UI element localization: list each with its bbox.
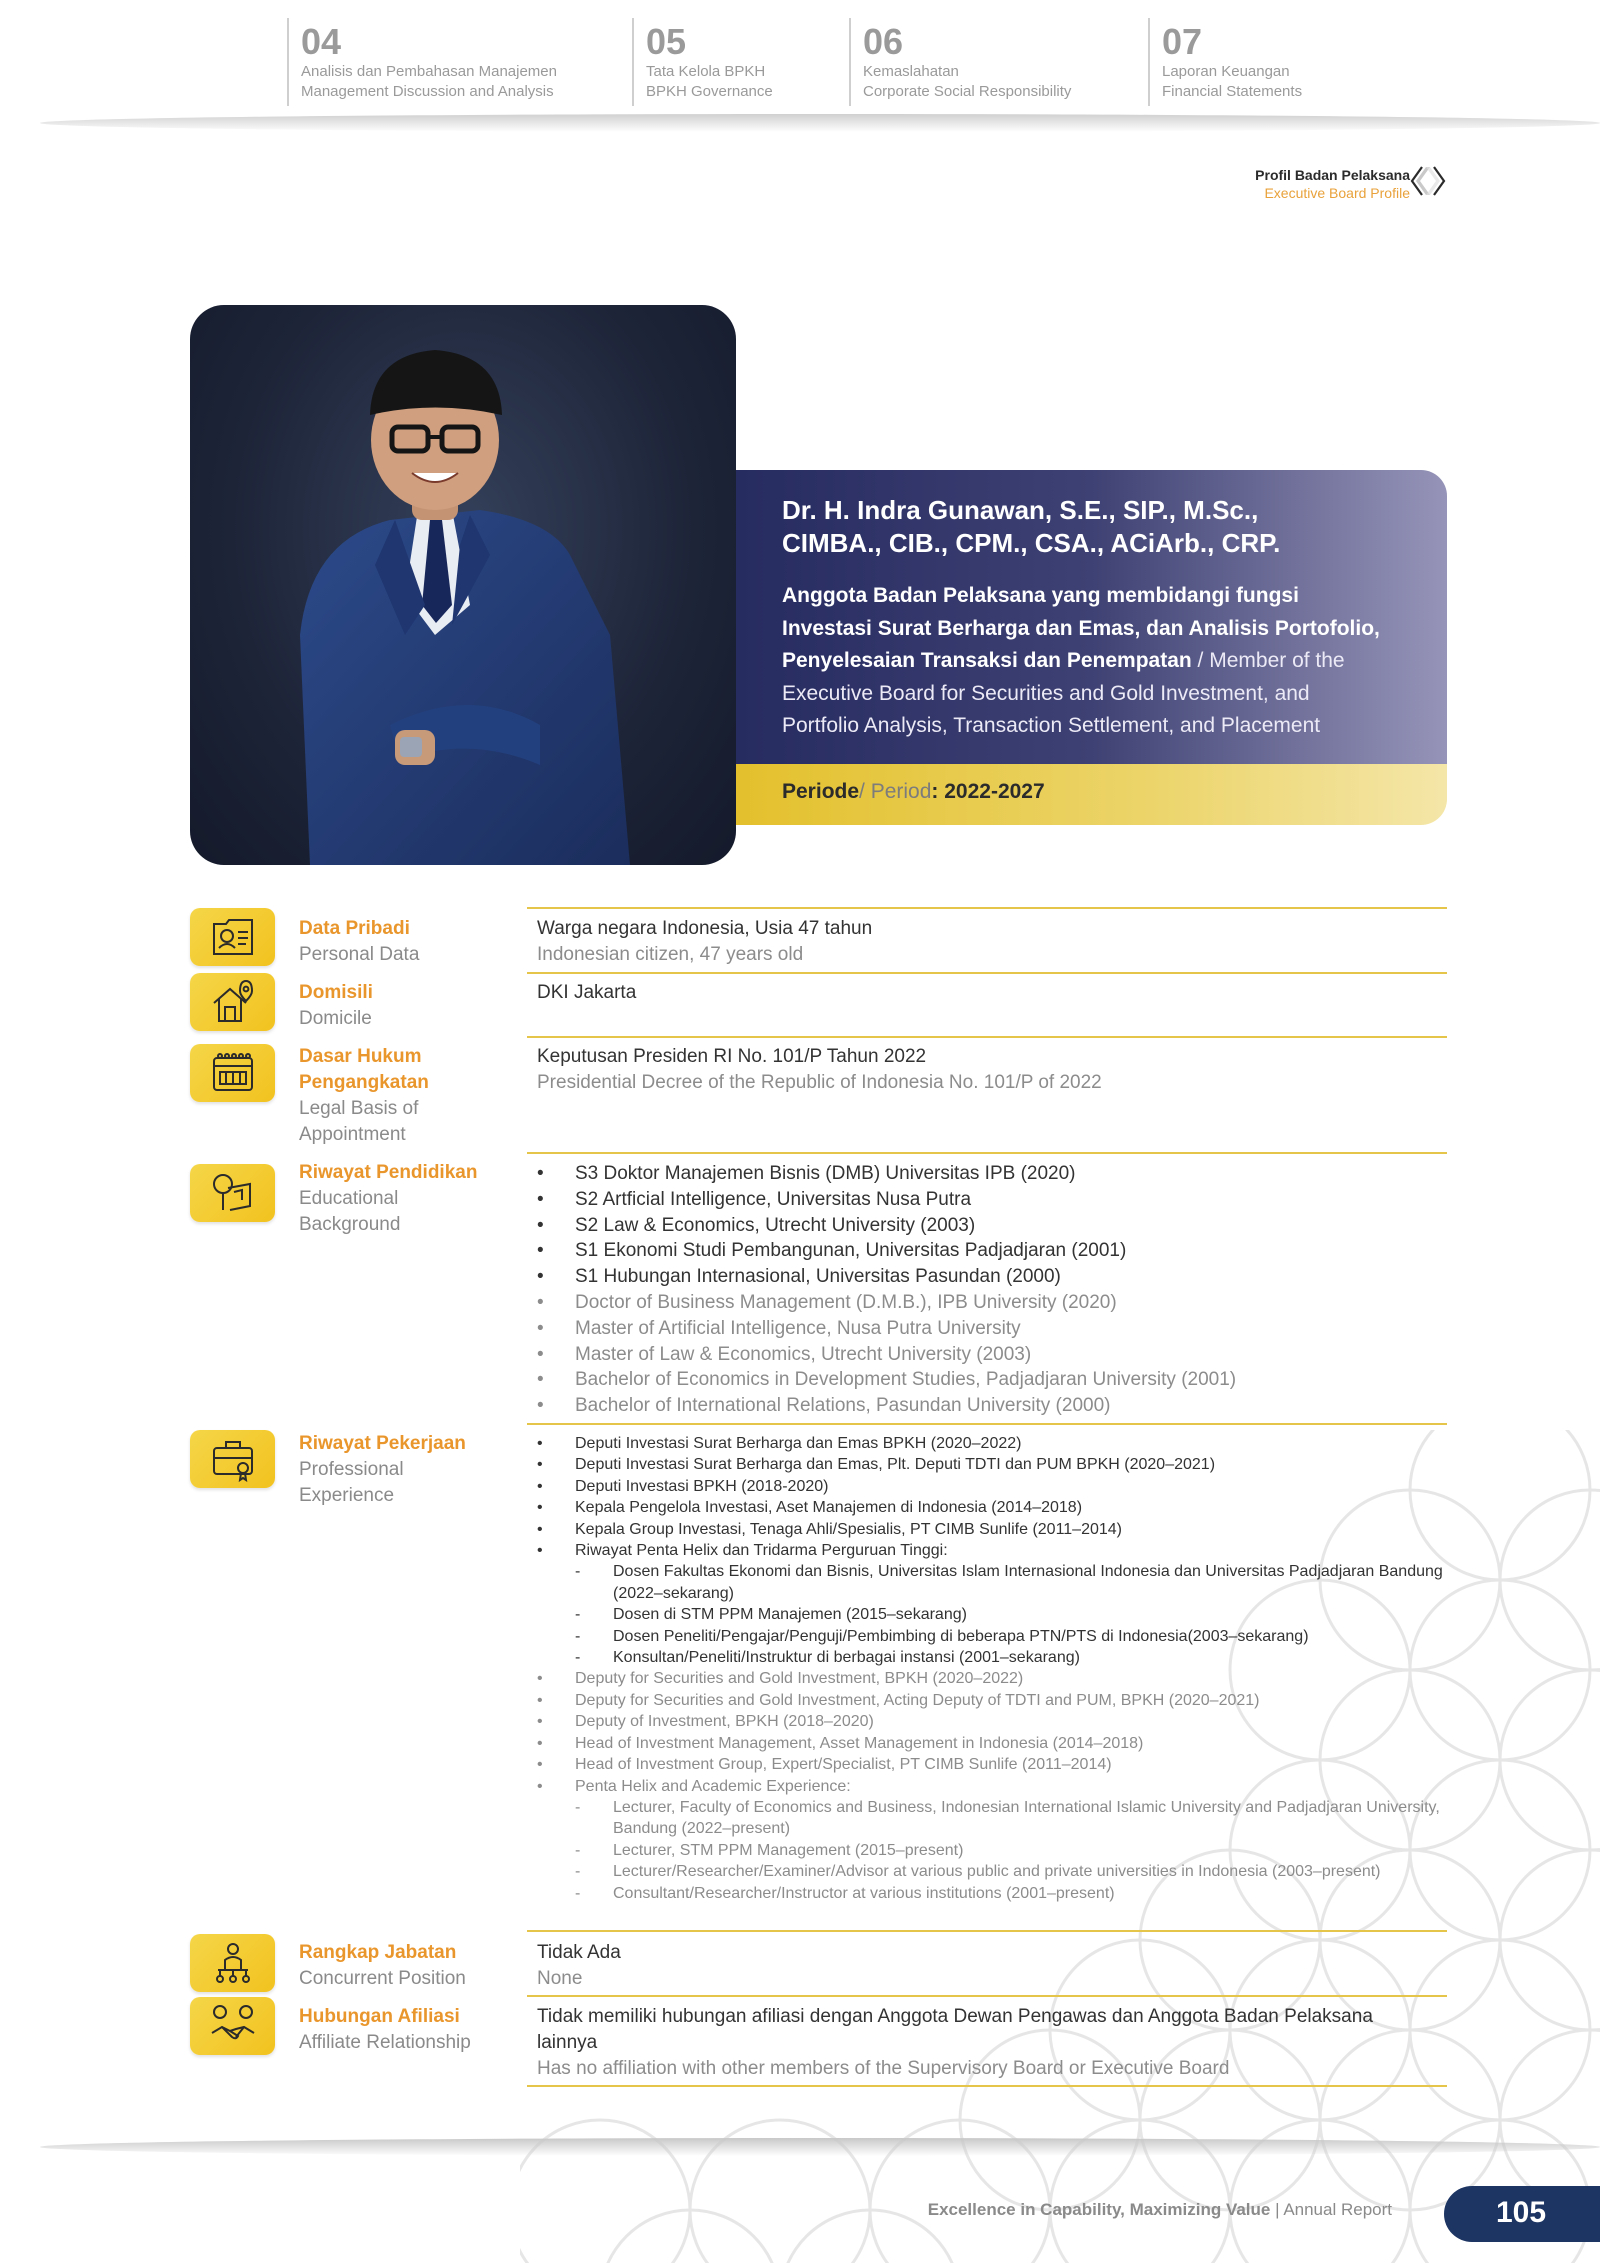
chapter-number: 04 [301,21,342,62]
value-en: Has no affiliation with other members of the Supervisory Board or Executive Board [537,2058,1230,2079]
person-role [782,580,1382,743]
period-label-en: Period [870,780,932,803]
role-id: Anggota Badan Pelaksana yang membidangi fungsi Investasi Surat Berharga dan Emas, dan Analisis Portofolio, Penyelesaian Transaksi dan Penempatan [782,584,1380,672]
role-separator: / [1191,649,1210,672]
handshake-icon [210,2003,256,2049]
education-list [537,1161,1447,1419]
section-title-id: Profil Badan Pelaksana [1255,167,1410,183]
list-item: • Deputy for Securities and Gold Investment, BPKH (2020–2022) [537,1668,1447,1689]
legal-basis-value [537,1044,1447,1096]
experience-label [299,1431,519,1509]
period-colon: : [931,780,945,803]
period-separator: / [859,780,871,803]
legal-basis-label [299,1044,519,1148]
list-item: • Master of Artificial Intelligence, Nusa Putra University [537,1316,1447,1342]
list-item-text: Riwayat Penta Helix dan Tridarma Perguruan Tinggi: [575,1542,948,1560]
affiliate-relationship-value [537,2004,1397,2082]
chapter-04[interactable] [287,18,557,106]
chapter-title-en: Financial Statements [1162,83,1303,100]
sub-list-item: - Konsultan/Peneliti/Instruktur di berbagai instansi (2001–sekarang) [575,1647,1447,1668]
chapter-title-id: Tata Kelola BPKH [646,63,766,80]
chapter-title-id: Laporan Keuangan [1162,63,1290,80]
label-id: Hubungan Afiliasi [299,2006,460,2027]
footer-divider [40,2138,1600,2156]
education-label [299,1160,519,1238]
briefcase-icon [210,1436,256,1482]
section-tag [1255,166,1410,202]
chapter-title-en: Management Discussion and Analysis [301,83,554,100]
role-en: Member of the Executive Board for Securities and Gold Investment, and Portfolio Analysis, Transaction Settlement, and Placement [782,649,1345,737]
label-id-line2: Pengangkatan [299,1072,429,1093]
chapter-06[interactable] [849,18,1071,106]
personal-data-value [537,916,1447,968]
list-item: • S2 Artficial Intelligence, Universitas Nusa Putra [537,1187,1447,1213]
label-id: Data Pribadi [299,918,410,939]
row-divider [527,1995,1447,1997]
label-en: Domicile [299,1008,372,1029]
list-item: • Doctor of Business Management (D.M.B.), IPB University (2020) [537,1290,1447,1316]
chapter-number: 06 [863,21,904,62]
term-period [782,778,1045,806]
chapter-07[interactable] [1148,18,1302,106]
sub-list-item: - Lecturer/Researcher/Examiner/Advisor at various public and private universities in Indonesia (2003–present) [575,1861,1447,1882]
list-item: • Kepala Pengelola Investasi, Aset Manajemen di Indonesia (2014–2018) [537,1497,1447,1518]
sub-list-item: - Lecturer, STM PPM Management (2015–present) [575,1840,1447,1861]
list-item: • S1 Hubungan Internasional, Universitas Pasundan (2000) [537,1264,1447,1290]
label-en-line1: Legal Basis of [299,1098,419,1119]
footer-separator: | [1270,2200,1284,2219]
label-en-line2: Background [299,1214,401,1235]
period-value: 2022-2027 [944,780,1045,803]
row-divider [527,907,1447,909]
list-item: • Deputy for Securities and Gold Investment, Acting Deputy of TDTI and PUM, BPKH (2020–2021) [537,1690,1447,1711]
concurrent-position-icon-box [190,1934,275,1992]
section-title-en: Executive Board Profile [1264,185,1410,201]
list-item: • Deputi Investasi Surat Berharga dan Emas, Plt. Deputi TDTI dan PUM BPKH (2020–2021) [537,1454,1447,1475]
list-item [537,1776,1447,1904]
label-id: Domisili [299,982,373,1003]
page-number: 105 [1496,2196,1547,2229]
value-id: Tidak memiliki hubungan afiliasi dengan Anggota Dewan Pengawas dan Anggota Badan Pelaksana lainnya [537,2006,1373,2053]
chapter-title-en: BPKH Governance [646,83,773,100]
list-item: • S3 Doktor Manajemen Bisnis (DMB) Universitas IPB (2020) [537,1161,1447,1187]
sub-list-item: - Consultant/Researcher/Instructor at various institutions (2001–present) [575,1883,1447,1904]
list-item: • Deputi Investasi BPKH (2018-2020) [537,1476,1447,1497]
chapter-number: 05 [646,21,687,62]
personal-data-icon-box [190,908,275,966]
value-en: None [537,1968,583,1989]
list-item: • Bachelor of Economics in Development Studies, Padjadjaran University (2001) [537,1367,1447,1393]
footer-tagline: Excellence in Capability, Maximizing Value [927,2200,1271,2219]
label-en-line2: Experience [299,1485,395,1506]
row-divider [527,2085,1447,2087]
chapter-title-en: Corporate Social Responsibility [863,83,1072,100]
value-id: Keputusan Presiden RI No. 101/P Tahun 2022 [537,1046,927,1067]
id-card-icon [210,914,256,960]
domicile-icon-box [190,973,275,1031]
footer-text [928,2200,1392,2220]
person-name-line2: CIMBA., CIB., CPM., CSA., ACiArb., CRP. [782,528,1281,558]
row-divider [527,1423,1447,1425]
concurrent-position-value [537,1940,1447,1992]
row-divider [527,972,1447,974]
row-divider [527,1930,1447,1932]
label-id: Riwayat Pekerjaan [299,1433,466,1454]
value-en: Indonesian citizen, 47 years old [537,944,804,965]
affiliate-relationship-icon-box [190,1997,275,2055]
label-id-line1: Dasar Hukum [299,1046,422,1067]
list-item: • Bachelor of International Relations, Pasundan University (2000) [537,1393,1447,1419]
row-divider [527,1152,1447,1154]
experience-icon-box [190,1430,275,1488]
domicile-label [299,980,519,1032]
house-location-icon [210,979,256,1025]
chapter-05[interactable] [632,18,773,106]
domicile-value [537,980,1447,1006]
sub-list-item: - Dosen di STM PPM Manajemen (2015–sekarang) [575,1604,1447,1625]
value-id: DKI Jakarta [537,982,637,1003]
label-id: Riwayat Pendidikan [299,1162,478,1183]
education-icon-box [190,1164,275,1222]
list-item: • Kepala Group Investasi, Tenaga Ahli/Spesialis, PT CIMB Sunlife (2011–2014) [537,1519,1447,1540]
label-en: Personal Data [299,944,420,965]
chevrons-icon [1408,163,1448,199]
legal-basis-icon-box [190,1044,275,1102]
affiliate-relationship-label [299,2004,519,2056]
experience-list [537,1433,1447,1904]
value-id: Tidak Ada [537,1942,621,1963]
chapter-title-id: Kemaslahatan [863,63,959,80]
list-item: • Head of Investment Group, Expert/Specialist, PT CIMB Sunlife (2011–2014) [537,1754,1447,1775]
list-item: • Deputy of Investment, BPKH (2018–2020) [537,1711,1447,1732]
nav-divider [40,114,1600,132]
sub-list-item: - Lecturer, Faculty of Economics and Business, Indonesian International Islamic University and Padjadjaran University, Bandung (2022–present) [575,1797,1447,1840]
footer-report: Annual Report [1283,2200,1392,2219]
list-item: • Head of Investment Management, Asset Management in Indonesia (2014–2018) [537,1733,1447,1754]
profile-photo [190,305,736,865]
list-item [537,1540,1447,1668]
concurrent-position-label [299,1940,519,1992]
list-item: • Deputi Investasi Surat Berharga dan Emas BPKH (2020–2022) [537,1433,1447,1454]
label-id: Rangkap Jabatan [299,1942,457,1963]
chapter-title-id: Analisis dan Pembahasan Manajemen [301,63,557,80]
person-portrait-illustration [190,305,736,865]
list-item: • S1 Ekonomi Studi Pembangunan, Universitas Padjadjaran (2001) [537,1238,1447,1264]
label-en-line1: Educational [299,1188,399,1209]
list-item: • Master of Law & Economics, Utrecht University (2003) [537,1342,1447,1368]
value-en: Presidential Decree of the Republic of Indonesia No. 101/P of 2022 [537,1072,1102,1093]
chapter-number: 07 [1162,21,1203,62]
value-id: Warga negara Indonesia, Usia 47 tahun [537,918,873,939]
person-name-line1: Dr. H. Indra Gunawan, S.E., SIP., M.Sc., [782,495,1259,525]
calendar-icon [210,1050,256,1096]
org-person-icon [210,1940,256,1986]
row-divider [527,1036,1447,1038]
label-en: Affiliate Relationship [299,2032,471,2053]
chapter-nav [0,0,1600,130]
person-name [782,494,1422,560]
list-item-text: Penta Helix and Academic Experience: [575,1777,851,1795]
period-label-id: Periode [782,780,860,803]
personal-data-label [299,916,519,968]
label-en-line1: Professional [299,1459,404,1480]
list-item: • S2 Law & Economics, Utrecht University (2003) [537,1213,1447,1239]
graduation-search-icon [210,1170,256,1216]
label-en-line2: Appointment [299,1124,406,1145]
sub-list-item: - Dosen Peneliti/Pengajar/Penguji/Pembimbing di beberapa PTN/PTS di Indonesia(2003–sekarang) [575,1626,1447,1647]
label-en: Concurrent Position [299,1968,466,1989]
sub-list-item: - Dosen Fakultas Ekonomi dan Bisnis, Universitas Islam Internasional Indonesia dan Universitas Padjadjaran Bandung (2022–sekarang) [575,1561,1447,1604]
